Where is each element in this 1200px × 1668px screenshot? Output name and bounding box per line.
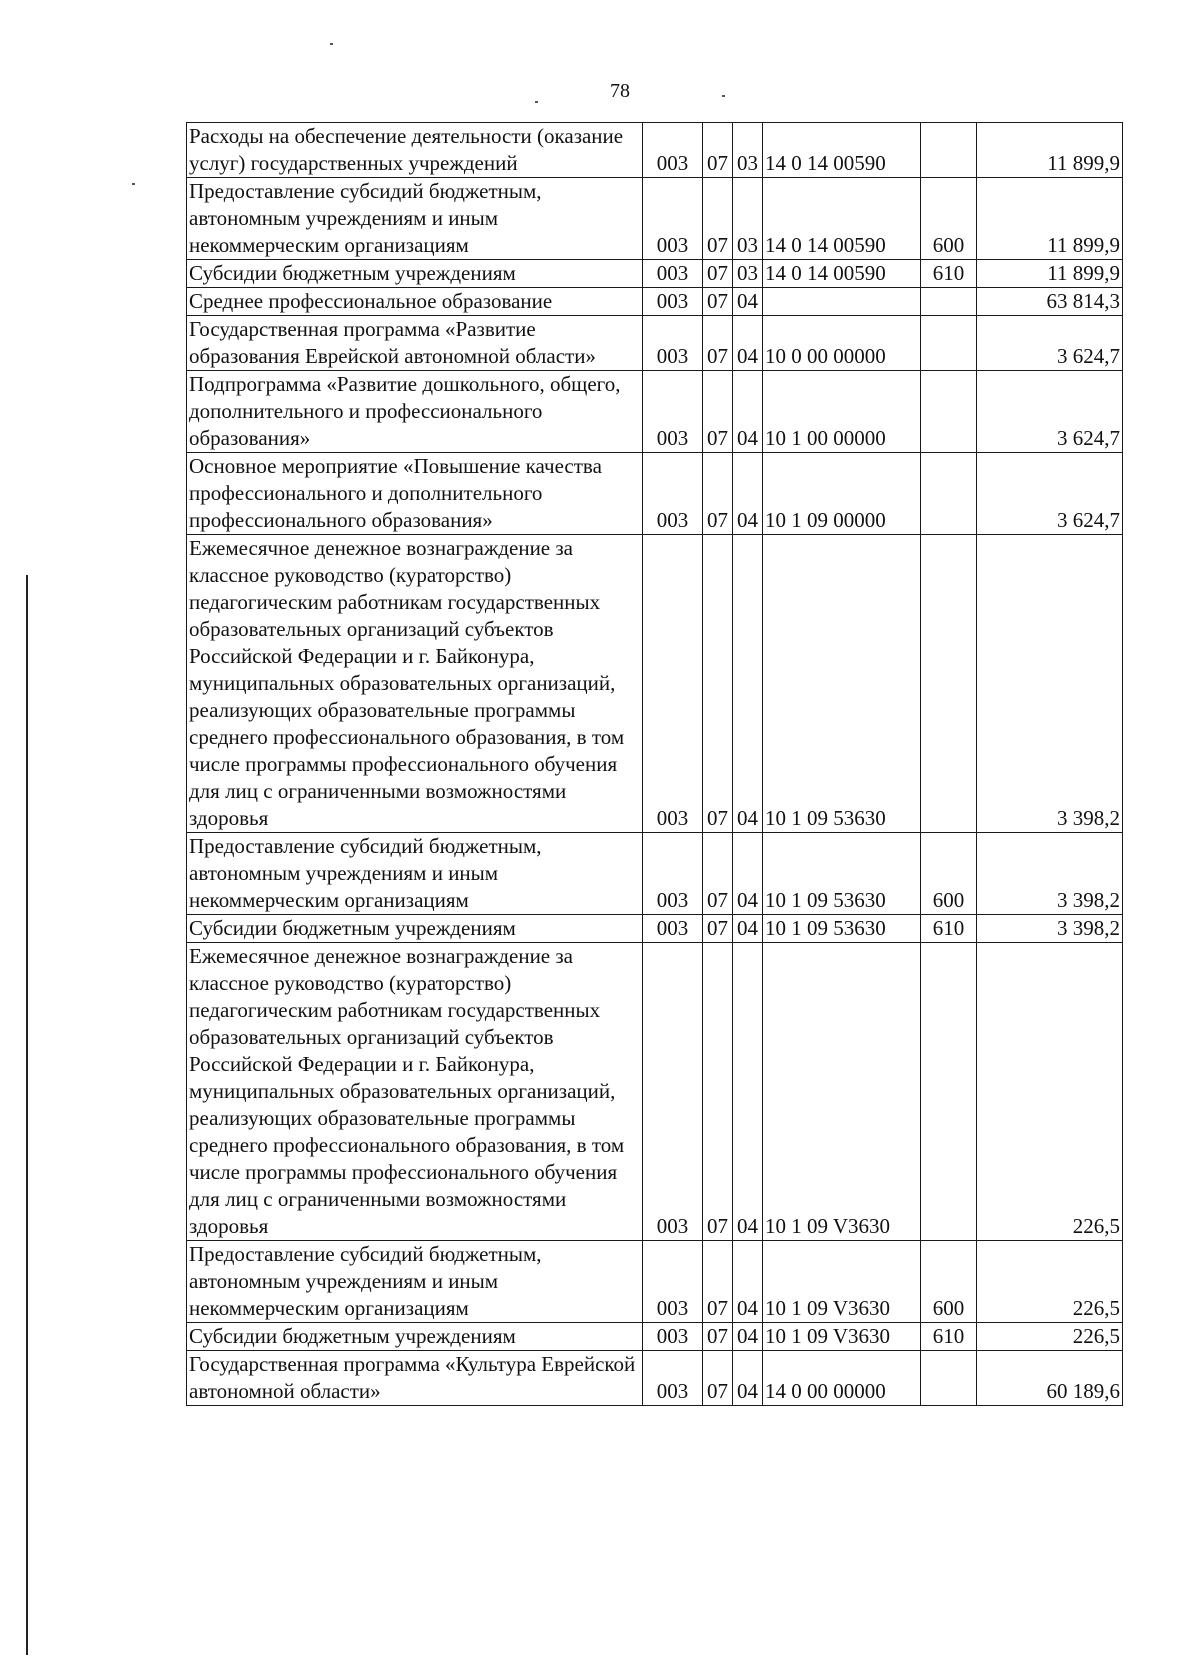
scan-speck: [722, 95, 725, 97]
row-sum: 60 189,6: [977, 1351, 1123, 1406]
row-csr: 10 1 09 V3630: [763, 943, 921, 1241]
row-sum: 3 398,2: [977, 535, 1123, 833]
row-sum: 3 398,2: [977, 833, 1123, 915]
row-csr: [763, 288, 921, 316]
row-ved: 003: [643, 1351, 703, 1406]
table-row: [187, 371, 1123, 453]
budget-table: [186, 122, 1123, 1406]
row-name: Ежемесячное денежное вознаграждение за классное руководство (кураторство) педагогическим работникам государственных образовательных организаций субъектов Российской Федерации и г. Байконура, муниципальных образовательных организаций, реализующих образовательные программы среднего профессионального образования, в том числе программы профессионального обучения для лиц с ограниченными возможностями здоровья: [187, 943, 643, 1241]
row-rz: 07: [703, 915, 733, 943]
row-rz: 07: [703, 371, 733, 453]
row-name: Государственная программа «Культура Еврейской автономной области»: [187, 1351, 643, 1406]
table-row: [187, 178, 1123, 260]
row-ved: 003: [643, 535, 703, 833]
row-rz: 07: [703, 453, 733, 535]
row-sum: 3 624,7: [977, 453, 1123, 535]
row-pr: 04: [733, 915, 763, 943]
row-vr: 610: [921, 260, 977, 288]
row-ved: 003: [643, 371, 703, 453]
row-name: Среднее профессиональное образование: [187, 288, 643, 316]
table-row: [187, 316, 1123, 371]
row-vr: [921, 943, 977, 1241]
row-csr: 10 1 09 53630: [763, 833, 921, 915]
row-name: Предоставление субсидий бюджетным, автономным учреждениям и иным некоммерческим организациям: [187, 1241, 643, 1323]
table-row: [187, 260, 1123, 288]
row-name: Подпрограмма «Развитие дошкольного, общего, дополнительного и профессионального образования»: [187, 371, 643, 453]
row-pr: 04: [733, 943, 763, 1241]
table-row: [187, 1351, 1123, 1406]
row-sum: 226,5: [977, 1241, 1123, 1323]
row-vr: [921, 288, 977, 316]
row-csr: 14 0 00 00000: [763, 1351, 921, 1406]
row-pr: 04: [733, 316, 763, 371]
row-ved: 003: [643, 1323, 703, 1351]
row-pr: 04: [733, 1351, 763, 1406]
row-vr: [921, 316, 977, 371]
row-rz: 07: [703, 1323, 733, 1351]
row-pr: 03: [733, 178, 763, 260]
row-ved: 003: [643, 833, 703, 915]
row-rz: 07: [703, 833, 733, 915]
row-ved: 003: [643, 123, 703, 178]
row-csr: 10 1 09 53630: [763, 915, 921, 943]
page-number: 78: [610, 80, 630, 102]
row-sum: 11 899,9: [977, 123, 1123, 178]
row-ved: 003: [643, 260, 703, 288]
row-csr: 10 1 09 V3630: [763, 1241, 921, 1323]
table-row: [187, 943, 1123, 1241]
row-ved: 003: [643, 943, 703, 1241]
row-rz: 07: [703, 1351, 733, 1406]
row-name: Субсидии бюджетным учреждениям: [187, 915, 643, 943]
row-csr: 14 0 14 00590: [763, 260, 921, 288]
row-name: Предоставление субсидий бюджетным, автономным учреждениям и иным некоммерческим организациям: [187, 833, 643, 915]
table-row: [187, 453, 1123, 535]
row-sum: 226,5: [977, 1323, 1123, 1351]
row-rz: 07: [703, 316, 733, 371]
row-pr: 04: [733, 833, 763, 915]
table-row: [187, 915, 1123, 943]
row-sum: 3 624,7: [977, 371, 1123, 453]
row-ved: 003: [643, 915, 703, 943]
row-vr: 600: [921, 833, 977, 915]
table-row: [187, 833, 1123, 915]
row-sum: 63 814,3: [977, 288, 1123, 316]
table-row: [187, 535, 1123, 833]
row-name: Субсидии бюджетным учреждениям: [187, 1323, 643, 1351]
row-rz: 07: [703, 535, 733, 833]
row-vr: [921, 1351, 977, 1406]
row-csr: 10 1 09 53630: [763, 535, 921, 833]
row-pr: 03: [733, 260, 763, 288]
row-csr: 10 1 00 00000: [763, 371, 921, 453]
row-csr: 10 1 09 V3630: [763, 1323, 921, 1351]
row-vr: 610: [921, 1323, 977, 1351]
row-pr: 03: [733, 123, 763, 178]
row-name: Предоставление субсидий бюджетным, автономным учреждениям и иным некоммерческим организациям: [187, 178, 643, 260]
row-pr: 04: [733, 453, 763, 535]
row-csr: 14 0 14 00590: [763, 178, 921, 260]
row-ved: 003: [643, 453, 703, 535]
row-name: Государственная программа «Развитие образования Еврейской автономной области»: [187, 316, 643, 371]
row-rz: 07: [703, 178, 733, 260]
row-rz: 07: [703, 288, 733, 316]
row-vr: 600: [921, 1241, 977, 1323]
row-ved: 003: [643, 288, 703, 316]
row-ved: 003: [643, 1241, 703, 1323]
row-vr: 610: [921, 915, 977, 943]
row-name: Ежемесячное денежное вознаграждение за классное руководство (кураторство) педагогическим работникам государственных образовательных организаций субъектов Российской Федерации и г. Байконура, муниципальных образовательных организаций, реализующих образовательные программы среднего профессионального образования, в том числе программы профессионального обучения для лиц с ограниченными возможностями здоровья: [187, 535, 643, 833]
row-name: Расходы на обеспечение деятельности (оказание услуг) государственных учреждений: [187, 123, 643, 178]
scan-speck: [132, 183, 135, 185]
row-rz: 07: [703, 943, 733, 1241]
row-vr: [921, 371, 977, 453]
row-pr: 04: [733, 288, 763, 316]
row-sum: 3 624,7: [977, 316, 1123, 371]
row-sum: 11 899,9: [977, 178, 1123, 260]
row-name: Основное мероприятие «Повышение качества профессионального и дополнительного профессионального образования»: [187, 453, 643, 535]
row-vr: [921, 123, 977, 178]
row-pr: 04: [733, 1241, 763, 1323]
row-name: Субсидии бюджетным учреждениям: [187, 260, 643, 288]
row-sum: 226,5: [977, 943, 1123, 1241]
row-rz: 07: [703, 123, 733, 178]
row-pr: 04: [733, 371, 763, 453]
row-pr: 04: [733, 535, 763, 833]
table-row: [187, 288, 1123, 316]
row-vr: [921, 535, 977, 833]
row-rz: 07: [703, 260, 733, 288]
scan-speck: [535, 101, 538, 103]
row-csr: 10 0 00 00000: [763, 316, 921, 371]
scan-speck: [330, 43, 333, 45]
scan-margin-line: [26, 575, 28, 1655]
row-ved: 003: [643, 316, 703, 371]
row-csr: 14 0 14 00590: [763, 123, 921, 178]
row-rz: 07: [703, 1241, 733, 1323]
row-vr: 600: [921, 178, 977, 260]
row-sum: 11 899,9: [977, 260, 1123, 288]
row-vr: [921, 453, 977, 535]
row-ved: 003: [643, 178, 703, 260]
row-csr: 10 1 09 00000: [763, 453, 921, 535]
row-sum: 3 398,2: [977, 915, 1123, 943]
table-row: [187, 123, 1123, 178]
table-row: [187, 1241, 1123, 1323]
row-pr: 04: [733, 1323, 763, 1351]
table-row: [187, 1323, 1123, 1351]
